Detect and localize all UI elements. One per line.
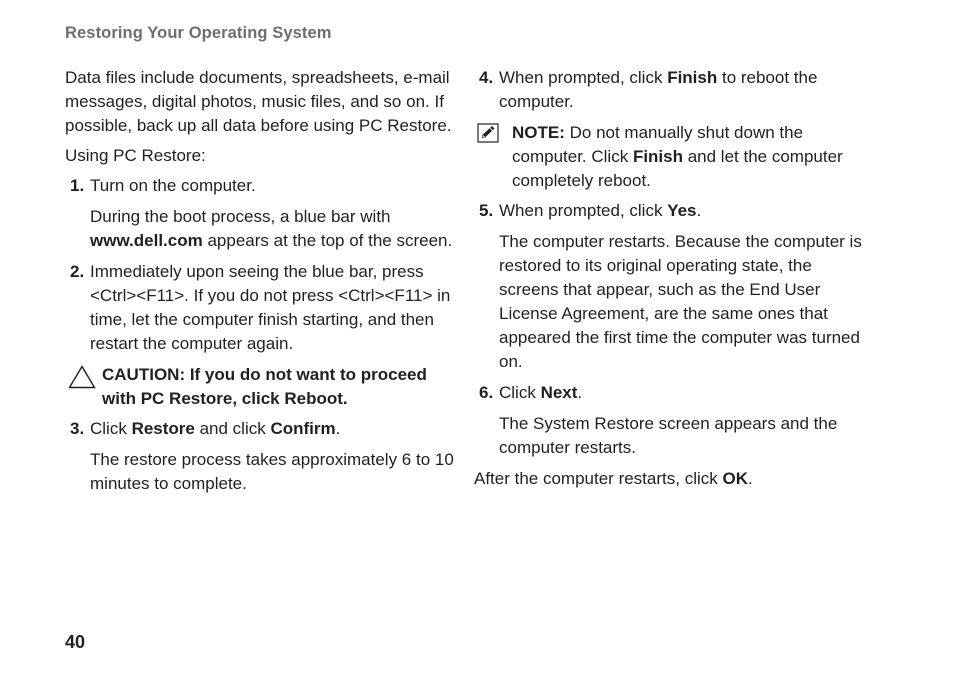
- step-number: 3.: [70, 419, 85, 438]
- step-4: [474, 66, 864, 114]
- intro-paragraph: Data files include documents, spreadsheets, e-mail messages, digital photos, music files, and so on. If possible, back up all data before using PC Restore.: [65, 68, 452, 135]
- using-label: Using PC Restore:: [65, 146, 206, 165]
- step-6: [474, 381, 864, 405]
- text-run: Click: [499, 383, 541, 402]
- final-instruction: [474, 467, 864, 491]
- text-run: When prompted, click: [499, 201, 668, 220]
- text-run: During the boot process, a blue bar with: [90, 207, 391, 226]
- text-run: Click: [90, 419, 132, 438]
- step-5-detail: The computer restarts. Because the computer is restored to its original operating state, the screens that appear, such as the End User License Agreement, are the same ones that appeared the first time the computer was turned on.: [499, 232, 862, 371]
- url-text: www.dell.com: [90, 231, 203, 250]
- yes-label: Yes: [667, 201, 697, 220]
- text-run: .: [335, 419, 341, 438]
- caution-text: CAUTION: If you do not want to proceed with PC Restore, click Reboot.: [102, 365, 427, 408]
- text-run: and let the computer completely reboot.: [512, 147, 843, 190]
- step-2: [65, 260, 460, 356]
- step-text: Immediately upon seeing the blue bar, press <Ctrl><F11>. If you do not press <Ctrl><F11> in time, let the computer finish starting, and then restart the computer again.: [90, 262, 451, 353]
- step-number: 5.: [479, 201, 494, 220]
- note-label: NOTE:: [512, 123, 565, 142]
- page-header: Restoring Your Operating System: [65, 24, 332, 42]
- caution-callout: [65, 363, 460, 411]
- next-label: Next: [540, 383, 578, 402]
- right-column: [474, 66, 864, 497]
- finish-label: Finish: [667, 68, 718, 87]
- confirm-label: Confirm: [270, 419, 336, 438]
- step-1: [65, 174, 460, 198]
- caution-triangle-icon: [68, 365, 96, 396]
- step-1-detail: [65, 205, 460, 253]
- step-3: [65, 417, 460, 441]
- text-run: .: [747, 469, 753, 488]
- page-number: 40: [65, 632, 86, 652]
- finish-label: Finish: [632, 147, 683, 166]
- ok-label: OK: [722, 469, 748, 488]
- step-3-detail: The restore process takes approximately 6 to 10 minutes to complete.: [90, 450, 454, 493]
- left-column: [65, 66, 460, 503]
- step-text: Turn on the computer.: [90, 176, 256, 195]
- step-number: 6.: [479, 383, 494, 402]
- note-callout: [474, 121, 864, 193]
- step-6-detail: The System Restore screen appears and the computer restarts.: [499, 414, 838, 457]
- text-run: .: [577, 383, 583, 402]
- note-pencil-icon: [477, 123, 499, 150]
- text-run: Do not manually shut down the computer. Click: [512, 123, 804, 166]
- text-run: appears at the top of the screen.: [202, 231, 453, 250]
- step-number: 2.: [70, 262, 85, 281]
- step-number: 4.: [479, 68, 494, 87]
- restore-label: Restore: [131, 419, 195, 438]
- text-run: and click: [194, 419, 271, 438]
- text-run: After the computer restarts, click: [474, 469, 723, 488]
- text-run: When prompted, click: [499, 68, 668, 87]
- step-number: 1.: [70, 176, 85, 195]
- text-run: .: [696, 201, 702, 220]
- step-5: [474, 199, 864, 223]
- text-run: to reboot the computer.: [499, 68, 818, 111]
